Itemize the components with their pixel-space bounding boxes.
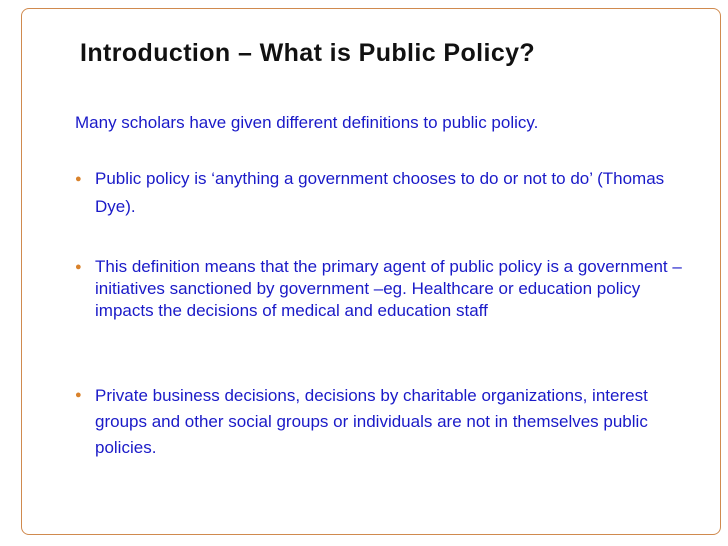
- intro-text: Many scholars have given different definitions to public policy.: [75, 113, 539, 132]
- bullet-text: Public policy is ‘anything a government chooses to do or not to do’ (Thomas Dye).: [95, 169, 665, 216]
- bullet-dot-icon: ●: [75, 173, 82, 185]
- bullet-dot-icon: ●: [75, 261, 82, 273]
- bullet-text: Private business decisions, decisions by charitable organizations, interest groups and other social groups or individuals are not in themselves public policies.: [95, 386, 648, 457]
- slide-title: Introduction – What is Public Policy?: [80, 39, 536, 67]
- bullet-dot-icon: ●: [75, 389, 82, 401]
- bullet-text: This definition means that the primary agent of public policy is a government – initiatives sanctioned by government –eg. Healthcare or education policy impacts the decisions of medical and education staff: [95, 257, 682, 320]
